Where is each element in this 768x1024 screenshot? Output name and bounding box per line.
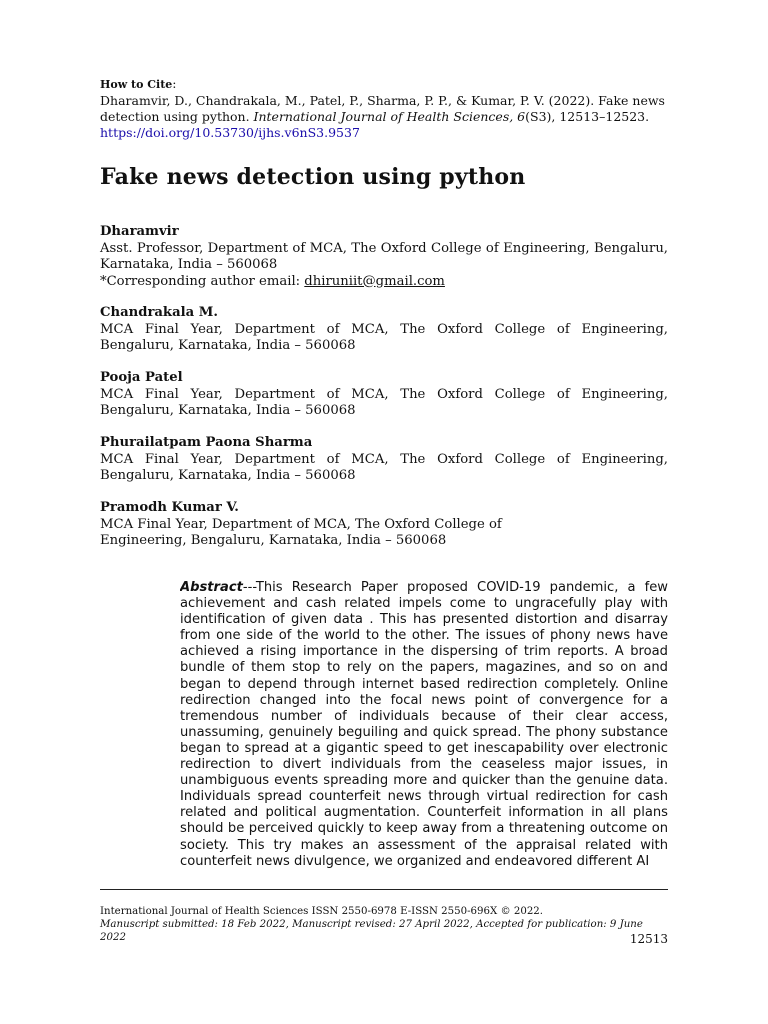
author-block [100, 224, 668, 290]
footer-divider [100, 889, 668, 890]
doi-link[interactable]: https://doi.org/10.53730/ijhs.v6nS3.9537 [100, 125, 360, 140]
author-name: Chandrakala M. [100, 305, 218, 320]
author-name: Pooja Patel [100, 370, 183, 385]
author-affiliation: Asst. Professor, Department of MCA, The Oxford College of Engineering, Bengaluru, Karnataka, India – 560068 [100, 240, 668, 272]
author-email-link[interactable]: dhiruniit@gmail.com [304, 273, 445, 289]
paper-title: Fake news detection using python [100, 164, 526, 190]
author-block [100, 305, 668, 355]
abstract-label: Abstract [180, 580, 243, 595]
abstract [180, 580, 668, 887]
author-name: Pramodh Kumar V. [100, 500, 239, 515]
citation-journal: International Journal of Health Sciences, 6 [253, 109, 526, 124]
abstract-text: ---This Research Paper proposed COVID-19 pandemic, a few achievement and cash related impels come to ungracefully play with identification of given data . This has presented distortion and disarray from one side of the world to the other. The issues of phony news have achieved a rising importance in the dispersing of trim reports. A broad bundle of them stop to rely on the papers, magazines, and so on and began to depend through internet based redirection completely. Online redirection changed into the focal news point of convergence for a tremendous number of individuals because of their clear access, unassuming, genuinely beguiling and quick spread. The phony substance began to spread at a gigantic speed to get inescapability over electronic redirection to divert individuals from the ceaseless major issues, in unambiguous events spreading more and quicker than the genuine data. Individuals spread counterfeit news through virtual redirection for cash related and political augmentation. Counterfeit information in all plans should be perceived quickly to keep away from a threatening outcome on society. This try makes an assessment of the appraisal related with counterfeit news divulgence, we organized and endeavored different AI [180, 580, 668, 869]
footer-dates-line: Manuscript submitted: 18 Feb 2022, Manuscript revised: 27 April 2022, Accepted for publication: 9 June 2022 [100, 919, 643, 943]
how-to-cite-heading: How to Cite: [100, 76, 177, 91]
author-block [100, 500, 668, 550]
footer-journal-line: International Journal of Health Sciences ISSN 2550-6978 E-ISSN 2550-696X © 2022. [100, 906, 544, 917]
citation-issue-pages: (S3), 12513–12523. [525, 109, 650, 124]
author-name: Phurailatpam Paona Sharma [100, 435, 313, 450]
author-affiliation: MCA Final Year, Department of MCA, The Oxford College of Engineering, Bengaluru, Karnataka, India – 560068 [100, 386, 668, 418]
author-affiliation: MCA Final Year, Department of MCA, The Oxford College of Engineering, Bengaluru, Karnataka, India – 560068 [100, 321, 668, 353]
citation-authors: Dharamvir, D., Chandrakala, M., Patel, P., Sharma, P. P., & Kumar, P. V. (2022). Fake news detection using python. [100, 93, 665, 124]
footer [100, 905, 668, 944]
page-number: 12513 [629, 932, 668, 946]
author-email-line: *Corresponding author email: dhiruniit@gmail.com [100, 273, 445, 289]
how-to-cite-block [100, 76, 670, 141]
author-block [100, 370, 668, 420]
author-name: Dharamvir [100, 224, 179, 239]
author-affiliation: MCA Final Year, Department of MCA, The Oxford College of Engineering, Bengaluru, Karnataka, India – 560068 [100, 516, 502, 548]
citation-text [100, 93, 670, 141]
author-block [100, 435, 668, 485]
author-affiliation: MCA Final Year, Department of MCA, The Oxford College of Engineering, Bengaluru, Karnataka, India – 560068 [100, 451, 668, 483]
